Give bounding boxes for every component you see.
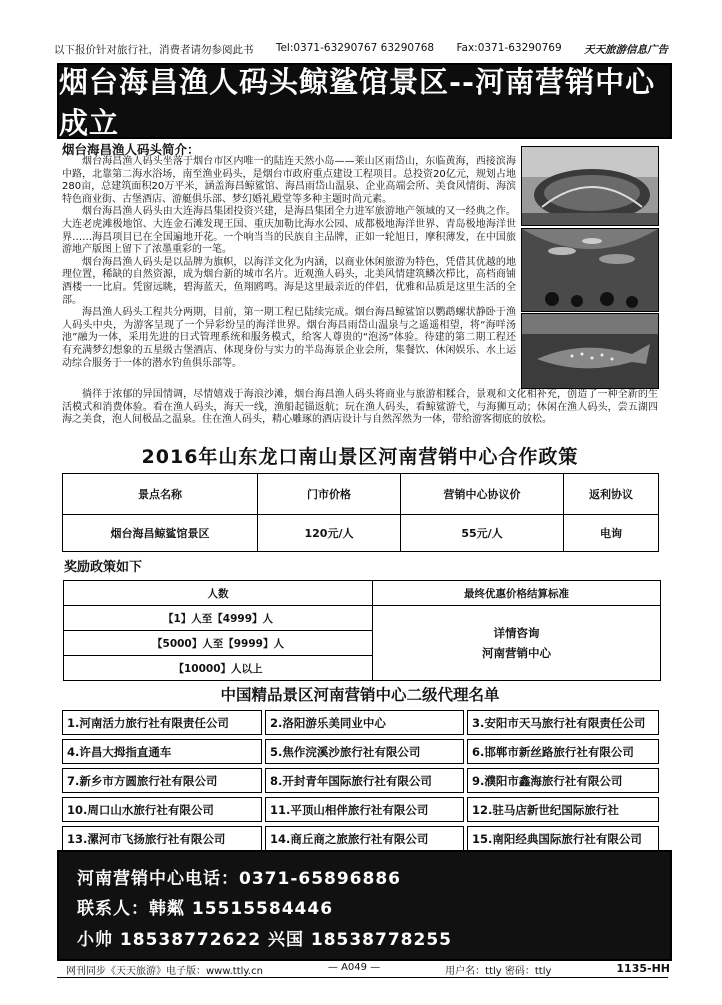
header-notice: 以下报价针对旅行社，消费者请勿参阅此书 <box>54 44 254 56</box>
intro-paragraph: 烟台海昌渔人码头由大连海昌集团投资兴建，是海昌集团全力进军旅游地产领域的又一经典之作。大连老虎滩极地馆、大连金石滩发现王国、重庆加勒比海水公园、成都极地海洋世界、青岛极地海洋世界……海昌项目已在全国遍地开花。一个响当当的民族自主品牌，正如一轮旭日，摩积薄发，在中国旅游地产版图上留下了浓墨重彩的一笔。 <box>62 206 516 256</box>
col-header: 景点名称 <box>63 474 258 515</box>
footer <box>66 962 670 977</box>
agents-title: 中国精品景区河南营销中心二级代理名单 <box>220 686 500 704</box>
policy-title: 2016年山东龙口南山景区河南营销中心合作政策 <box>141 446 579 468</box>
table-row <box>63 515 659 552</box>
intro-paragraph: 烟台海昌渔人码头是以品牌为旗帜，以海洋文化为内涵，以商业休闲旅游为特色，凭借其优越的地理位置，稀缺的自然资源，成为烟台新的城市名片。近观渔人码头，北美风情建筑鳞次栉比，高档商铺酒楼一一比肩。凭窗远眺，碧海蓝天，鱼翔鸥鸣。海是这里最亲近的伴侣，优雅和品质是这里生活的全部。 <box>62 256 516 306</box>
consult-line: 详情咨询 <box>493 626 540 640</box>
agent-item: 1.河南活力旅行社有限责任公司 <box>62 710 262 735</box>
reward-heading: 奖励政策如下 <box>64 560 143 575</box>
agent-item: 5.焦作浣溪沙旅行社有限公司 <box>265 739 464 764</box>
agent-item: 7.新乡市方圆旅行社有限公司 <box>62 768 262 793</box>
header-line <box>54 42 668 57</box>
intro-heading: 烟台海昌渔人码头简介： <box>62 142 200 157</box>
tier-cell: 【1】人至【4999】人 <box>64 606 373 631</box>
agent-item: 4.许昌大拇指直通车 <box>62 739 262 764</box>
agent-item: 6.邯郸市新丝路旅行社有限公司 <box>467 739 659 764</box>
consult-cell <box>373 606 661 681</box>
table-cell: 120元/人 <box>258 515 401 552</box>
agent-item: 10.周口山水旅行社有限公司 <box>62 797 262 822</box>
table-cell: 电询 <box>564 515 659 552</box>
footer-sync: 网刊同步《天天旅游》电子版：www.ttly.cn <box>66 966 263 977</box>
footer-code: 1135-HH <box>616 962 670 975</box>
reward-header-row <box>64 581 661 606</box>
policy-header-row <box>63 474 659 515</box>
col-header: 营销中心协议价 <box>401 474 564 515</box>
contact-person-2: 小帅 18538772622 兴国 18538778255 <box>77 930 452 950</box>
table-cell: 烟台海昌鲸鲨馆景区 <box>63 515 258 552</box>
banner-title: 烟台海昌渔人码头鲸鲨馆景区--河南营销中心成立 <box>57 63 672 139</box>
intro-text <box>62 156 516 370</box>
intro-paragraph: 海昌渔人码头工程共分两期，目前，第一期工程已陆续完成。烟台海昌鲸鲨馆以鹦鹉螺状静卧于渔人码头中央，为游客呈现了一个异彩纷呈的海洋世界。烟台海昌雨岱山温泉与之遥遥相望，将“海咩汤池”融为一体，采用先进的日式管理系统和服务模式，给客人尊贵的“泡汤”体验。待建的第二期工程还有充满梦幻想象的五星级古堡酒店、体现身份与实力的半岛海景企业会所，集餐饮、休闲娱乐、水上运动综合服务于一体的潜水钓鱼俱乐部等。 <box>62 307 516 369</box>
policy-table <box>62 473 659 552</box>
col-header: 人数 <box>64 581 373 606</box>
header-phone: Tel:0371-63290767 63290768 <box>275 42 435 54</box>
agent-item: 11.平顶山相伴旅行社有限公司 <box>265 797 464 822</box>
photo-whale-shark <box>521 313 659 389</box>
agent-item: 2.洛阳游乐美同业中心 <box>265 710 464 735</box>
consult-line: 河南营销中心 <box>482 646 551 660</box>
photo-underwater-tunnel <box>521 228 659 312</box>
footer-divider <box>57 977 668 978</box>
contact-box <box>57 850 672 961</box>
agent-item: 3.安阳市天马旅行社有限责任公司 <box>467 710 659 735</box>
reward-table <box>63 580 661 681</box>
agent-item: 13.漯河市飞扬旅行社有限公司 <box>62 826 262 851</box>
col-header: 最终优惠价格结算标准 <box>373 581 661 606</box>
footer-page: — A049 — <box>327 962 381 973</box>
contact-person-1: 联系人：韩粼 15515584446 <box>77 899 334 919</box>
agent-item: 12.驻马店新世纪国际旅行社 <box>467 797 659 822</box>
col-header: 返利协议 <box>564 474 659 515</box>
col-header: 门市价格 <box>258 474 401 515</box>
intro-text-full <box>62 389 658 427</box>
tier-cell: 【5000】人至【9999】人 <box>64 631 373 656</box>
table-row <box>64 606 661 631</box>
agent-item: 9.濮阳市鑫海旅行社有限公司 <box>467 768 659 793</box>
agent-item: 15.南阳经典国际旅行社有限公司 <box>467 826 659 851</box>
header-brand: 天天旅游信息广告 <box>583 44 668 56</box>
agent-item: 8.开封青年国际旅行社有限公司 <box>265 768 464 793</box>
agents-grid <box>62 710 659 851</box>
intro-paragraph: 烟台海昌渔人码头坐落于烟台市区内唯一的陆连天然小岛——莱山区雨岱山，东临黄海，西接滨海中路，北靠第二海水浴场，南至渔业码头，是烟台市政府重点建设工程项目。总投资20亿元，规划占地280亩，总建筑面积20万平米，涵盖海昌鲸鲨馆、海昌雨岱山温泉、企业高端会所、美食风情街、海滨特色商业街、古堡酒店、游艇俱乐部、梦幻婚礼殿堂等多种主题时尚元素。 <box>62 156 516 205</box>
table-cell: 55元/人 <box>401 515 564 552</box>
intro-paragraph: 徜徉于浓郁的异国情调，尽情嬉戏于海浪沙滩，烟台海昌渔人码头将商业与旅游相糅合，景观和文化相补充，创造了一种全新的生活模式和消费体验。看在渔人码头，海天一线，渔船起锚返航；玩在渔人码头，看鲸鲨游弋，与海狮互动；休闲在渔人码头，尝五湖四海之美食，泡人间极品之温泉。住在渔人码头，精心雕琢的酒店设计与自然浑然为一体，带给游客彻底的放松。 <box>62 389 658 426</box>
contact-phone: 河南营销中心电话：0371-65896886 <box>77 869 401 889</box>
footer-login: 用户名：ttly 密码：ttly <box>445 966 552 977</box>
agent-item: 14.商丘商之旅旅行社有限公司 <box>265 826 464 851</box>
header-fax: Fax:0371-63290769 <box>456 42 562 54</box>
photo-aquarium-building <box>521 146 659 226</box>
tier-cell: 【10000】人以上 <box>64 656 373 681</box>
